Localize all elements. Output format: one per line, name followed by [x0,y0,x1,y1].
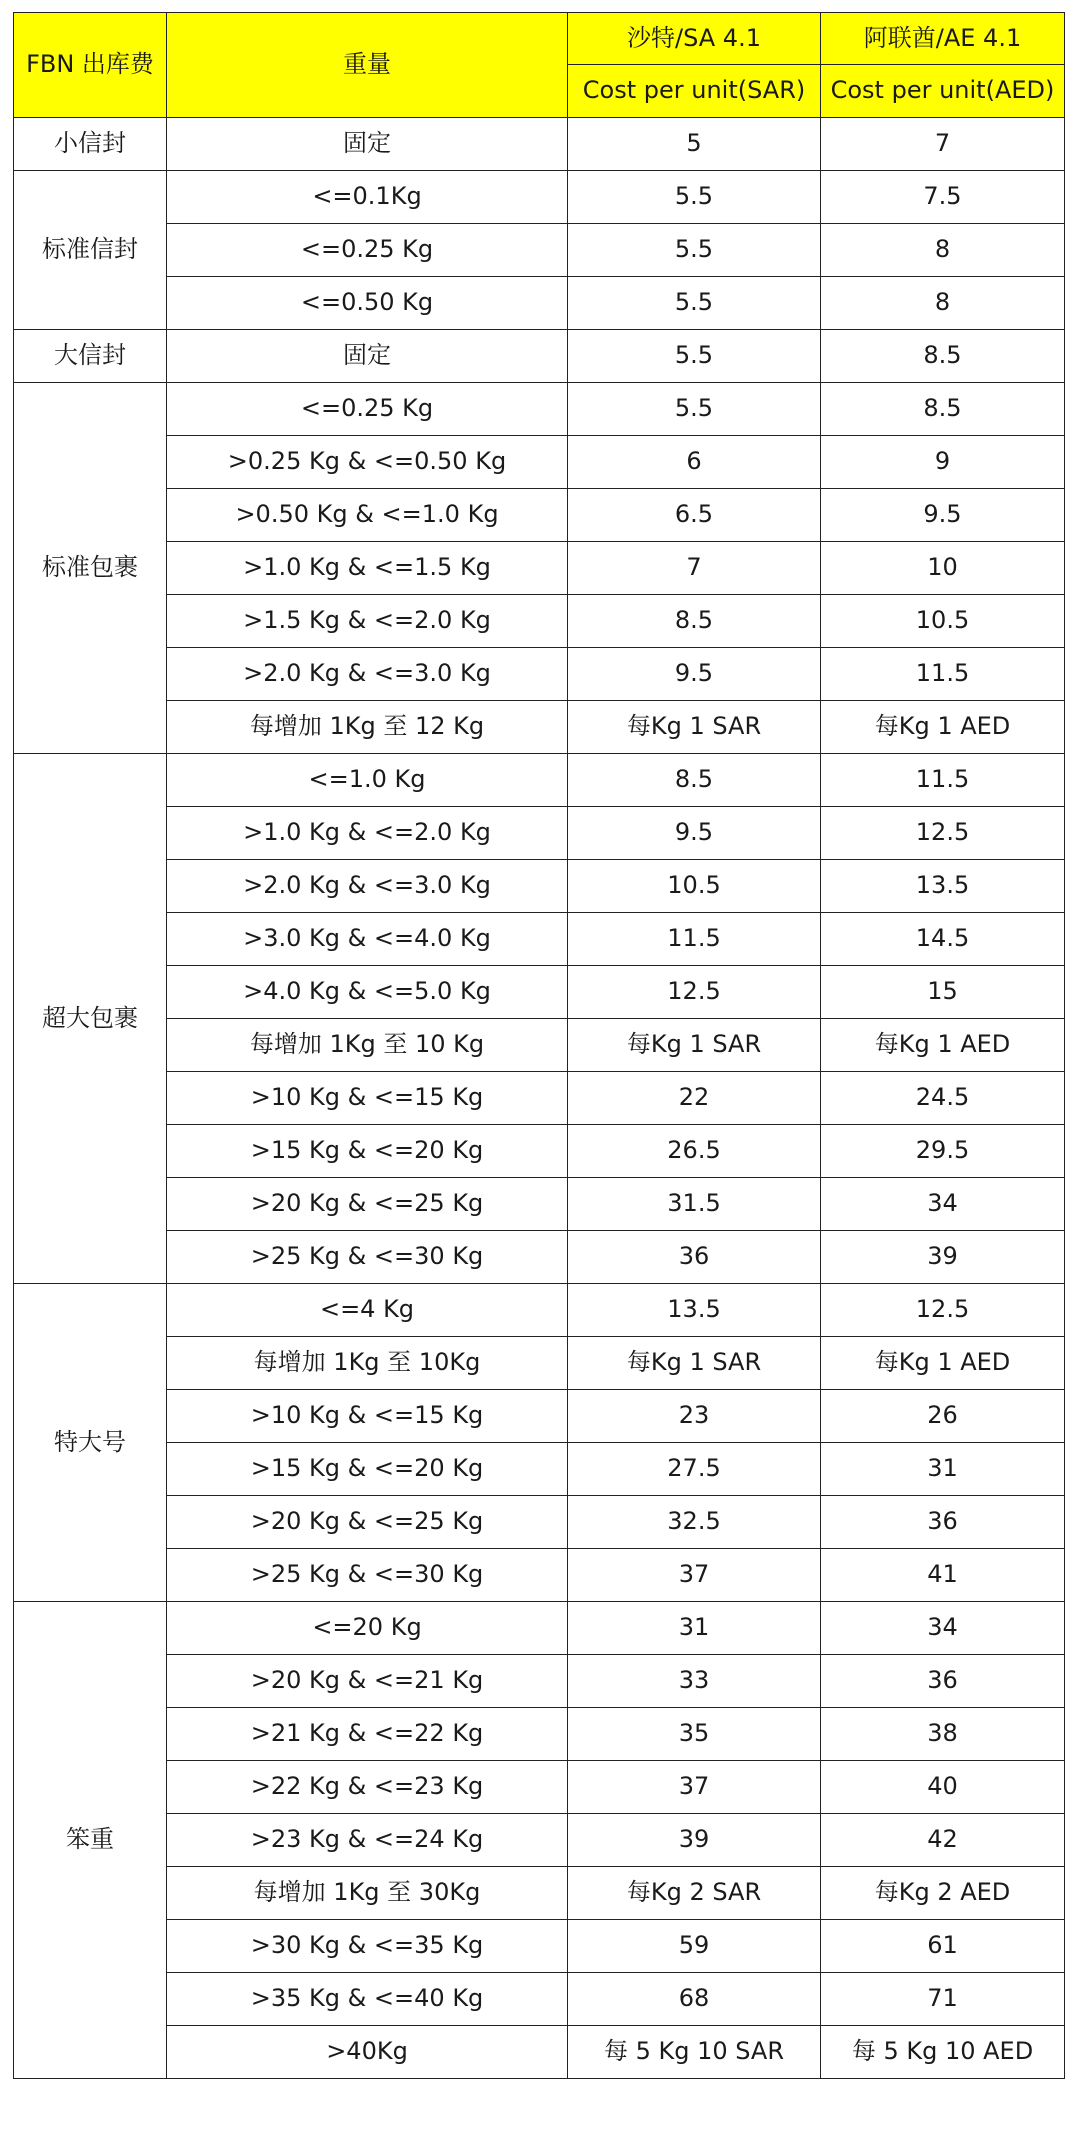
weight-cell: <=0.1Kg [167,171,568,224]
table-row [14,1284,1065,1337]
weight-cell: 固定 [167,118,568,171]
ae-cost-cell: 15 [821,966,1065,1019]
sa-cost-cell: 5.5 [568,383,821,436]
sa-cost-cell: 5.5 [568,277,821,330]
table-row [14,807,1065,860]
sa-cost-cell: 8.5 [568,754,821,807]
weight-cell: >25 Kg & <=30 Kg [167,1549,568,1602]
sa-cost-cell: 39 [568,1814,821,1867]
sa-cost-cell: 36 [568,1231,821,1284]
weight-cell: >1.5 Kg & <=2.0 Kg [167,595,568,648]
weight-cell: 每增加 1Kg 至 10Kg [167,1337,568,1390]
category-cell: 标准包裹 [14,383,167,754]
weight-cell: <=4 Kg [167,1284,568,1337]
table-row [14,1125,1065,1178]
ae-cost-cell: 7 [821,118,1065,171]
weight-cell: >10 Kg & <=15 Kg [167,1072,568,1125]
weight-cell: >1.0 Kg & <=2.0 Kg [167,807,568,860]
weight-cell: >20 Kg & <=25 Kg [167,1496,568,1549]
ae-cost-cell: 10.5 [821,595,1065,648]
sa-cost-cell: 每Kg 1 SAR [568,1337,821,1390]
table-row [14,595,1065,648]
table-row [14,701,1065,754]
weight-cell: >20 Kg & <=21 Kg [167,1655,568,1708]
table-row [14,1019,1065,1072]
ae-cost-cell: 8 [821,224,1065,277]
ae-cost-cell: 38 [821,1708,1065,1761]
fbn-fee-table [13,12,1065,2079]
weight-cell: <=0.50 Kg [167,277,568,330]
ae-cost-cell: 40 [821,1761,1065,1814]
header-sa-country: 沙特/SA 4.1 [568,13,821,65]
table-row [14,118,1065,171]
ae-cost-cell: 8 [821,277,1065,330]
weight-cell: >35 Kg & <=40 Kg [167,1973,568,2026]
ae-cost-cell: 13.5 [821,860,1065,913]
weight-cell: >22 Kg & <=23 Kg [167,1761,568,1814]
table-row [14,1814,1065,1867]
sa-cost-cell: 每Kg 1 SAR [568,1019,821,1072]
table-row [14,330,1065,383]
weight-cell: <=0.25 Kg [167,224,568,277]
category-cell: 笨重 [14,1602,167,2079]
table-row [14,1390,1065,1443]
ae-cost-cell: 61 [821,1920,1065,1973]
weight-cell: >0.25 Kg & <=0.50 Kg [167,436,568,489]
sa-cost-cell: 33 [568,1655,821,1708]
table-row [14,1443,1065,1496]
ae-cost-cell: 39 [821,1231,1065,1284]
table-row [14,913,1065,966]
weight-cell: >2.0 Kg & <=3.0 Kg [167,860,568,913]
sa-cost-cell: 13.5 [568,1284,821,1337]
category-cell: 标准信封 [14,171,167,330]
weight-cell: >4.0 Kg & <=5.0 Kg [167,966,568,1019]
ae-cost-cell: 34 [821,1602,1065,1655]
sa-cost-cell: 10.5 [568,860,821,913]
weight-cell: >10 Kg & <=15 Kg [167,1390,568,1443]
table-row [14,754,1065,807]
sa-cost-cell: 8.5 [568,595,821,648]
header-ae-unit: Cost per unit(AED) [821,65,1065,118]
ae-cost-cell: 71 [821,1973,1065,2026]
ae-cost-cell: 41 [821,1549,1065,1602]
ae-cost-cell: 9 [821,436,1065,489]
category-cell: 特大号 [14,1284,167,1602]
ae-cost-cell: 14.5 [821,913,1065,966]
ae-cost-cell: 34 [821,1178,1065,1231]
ae-cost-cell: 每Kg 1 AED [821,701,1065,754]
table-row [14,489,1065,542]
ae-cost-cell: 8.5 [821,330,1065,383]
table-row [14,1867,1065,1920]
sa-cost-cell: 35 [568,1708,821,1761]
ae-cost-cell: 11.5 [821,648,1065,701]
ae-cost-cell: 36 [821,1496,1065,1549]
table-row [14,1655,1065,1708]
sa-cost-cell: 32.5 [568,1496,821,1549]
ae-cost-cell: 24.5 [821,1072,1065,1125]
weight-cell: <=1.0 Kg [167,754,568,807]
header-category: FBN 出库费 [14,13,167,118]
table-row [14,1602,1065,1655]
weight-cell: >0.50 Kg & <=1.0 Kg [167,489,568,542]
sa-cost-cell: 59 [568,1920,821,1973]
table-row [14,1337,1065,1390]
table-row [14,383,1065,436]
weight-cell: 固定 [167,330,568,383]
table-row [14,542,1065,595]
sa-cost-cell: 6 [568,436,821,489]
sa-cost-cell: 23 [568,1390,821,1443]
weight-cell: >23 Kg & <=24 Kg [167,1814,568,1867]
weight-cell: 每增加 1Kg 至 10 Kg [167,1019,568,1072]
sa-cost-cell: 5 [568,118,821,171]
header-ae-country: 阿联酋/AE 4.1 [821,13,1065,65]
table-row [14,1178,1065,1231]
ae-cost-cell: 每 5 Kg 10 AED [821,2026,1065,2079]
weight-cell: <=0.25 Kg [167,383,568,436]
weight-cell: >2.0 Kg & <=3.0 Kg [167,648,568,701]
ae-cost-cell: 26 [821,1390,1065,1443]
ae-cost-cell: 10 [821,542,1065,595]
sa-cost-cell: 37 [568,1761,821,1814]
table-row [14,648,1065,701]
ae-cost-cell: 每Kg 2 AED [821,1867,1065,1920]
ae-cost-cell: 42 [821,1814,1065,1867]
table-row [14,860,1065,913]
category-cell: 大信封 [14,330,167,383]
sa-cost-cell: 每 5 Kg 10 SAR [568,2026,821,2079]
header-weight: 重量 [167,13,568,118]
ae-cost-cell: 9.5 [821,489,1065,542]
ae-cost-cell: 每Kg 1 AED [821,1019,1065,1072]
sa-cost-cell: 26.5 [568,1125,821,1178]
weight-cell: >15 Kg & <=20 Kg [167,1443,568,1496]
table-row [14,1072,1065,1125]
ae-cost-cell: 36 [821,1655,1065,1708]
sa-cost-cell: 9.5 [568,648,821,701]
table-row [14,171,1065,224]
ae-cost-cell: 29.5 [821,1125,1065,1178]
sa-cost-cell: 68 [568,1973,821,2026]
ae-cost-cell: 每Kg 1 AED [821,1337,1065,1390]
weight-cell: 每增加 1Kg 至 30Kg [167,1867,568,1920]
sa-cost-cell: 5.5 [568,224,821,277]
weight-cell: >30 Kg & <=35 Kg [167,1920,568,1973]
table-row [14,1973,1065,2026]
ae-cost-cell: 8.5 [821,383,1065,436]
sa-cost-cell: 每Kg 1 SAR [568,701,821,754]
sa-cost-cell: 27.5 [568,1443,821,1496]
sa-cost-cell: 7 [568,542,821,595]
table-row [14,436,1065,489]
table-row [14,224,1065,277]
weight-cell: >40Kg [167,2026,568,2079]
sa-cost-cell: 6.5 [568,489,821,542]
ae-cost-cell: 12.5 [821,807,1065,860]
weight-cell: >21 Kg & <=22 Kg [167,1708,568,1761]
table-row [14,1920,1065,1973]
sa-cost-cell: 31.5 [568,1178,821,1231]
table-row [14,277,1065,330]
ae-cost-cell: 12.5 [821,1284,1065,1337]
weight-cell: >25 Kg & <=30 Kg [167,1231,568,1284]
table-row [14,2026,1065,2079]
weight-cell: >1.0 Kg & <=1.5 Kg [167,542,568,595]
weight-cell: >3.0 Kg & <=4.0 Kg [167,913,568,966]
sa-cost-cell: 37 [568,1549,821,1602]
weight-cell: 每增加 1Kg 至 12 Kg [167,701,568,754]
table-row [14,966,1065,1019]
sa-cost-cell: 9.5 [568,807,821,860]
table-row [14,1549,1065,1602]
sa-cost-cell: 11.5 [568,913,821,966]
weight-cell: >20 Kg & <=25 Kg [167,1178,568,1231]
ae-cost-cell: 11.5 [821,754,1065,807]
sa-cost-cell: 22 [568,1072,821,1125]
table-row [14,1708,1065,1761]
sa-cost-cell: 5.5 [568,171,821,224]
table-row [14,1231,1065,1284]
header-row [14,13,1065,65]
header-sa-unit: Cost per unit(SAR) [568,65,821,118]
ae-cost-cell: 7.5 [821,171,1065,224]
sa-cost-cell: 12.5 [568,966,821,1019]
ae-cost-cell: 31 [821,1443,1065,1496]
category-cell: 超大包裹 [14,754,167,1284]
weight-cell: >15 Kg & <=20 Kg [167,1125,568,1178]
weight-cell: <=20 Kg [167,1602,568,1655]
sa-cost-cell: 每Kg 2 SAR [568,1867,821,1920]
table-row [14,1496,1065,1549]
table-row [14,1761,1065,1814]
category-cell: 小信封 [14,118,167,171]
sa-cost-cell: 31 [568,1602,821,1655]
sa-cost-cell: 5.5 [568,330,821,383]
